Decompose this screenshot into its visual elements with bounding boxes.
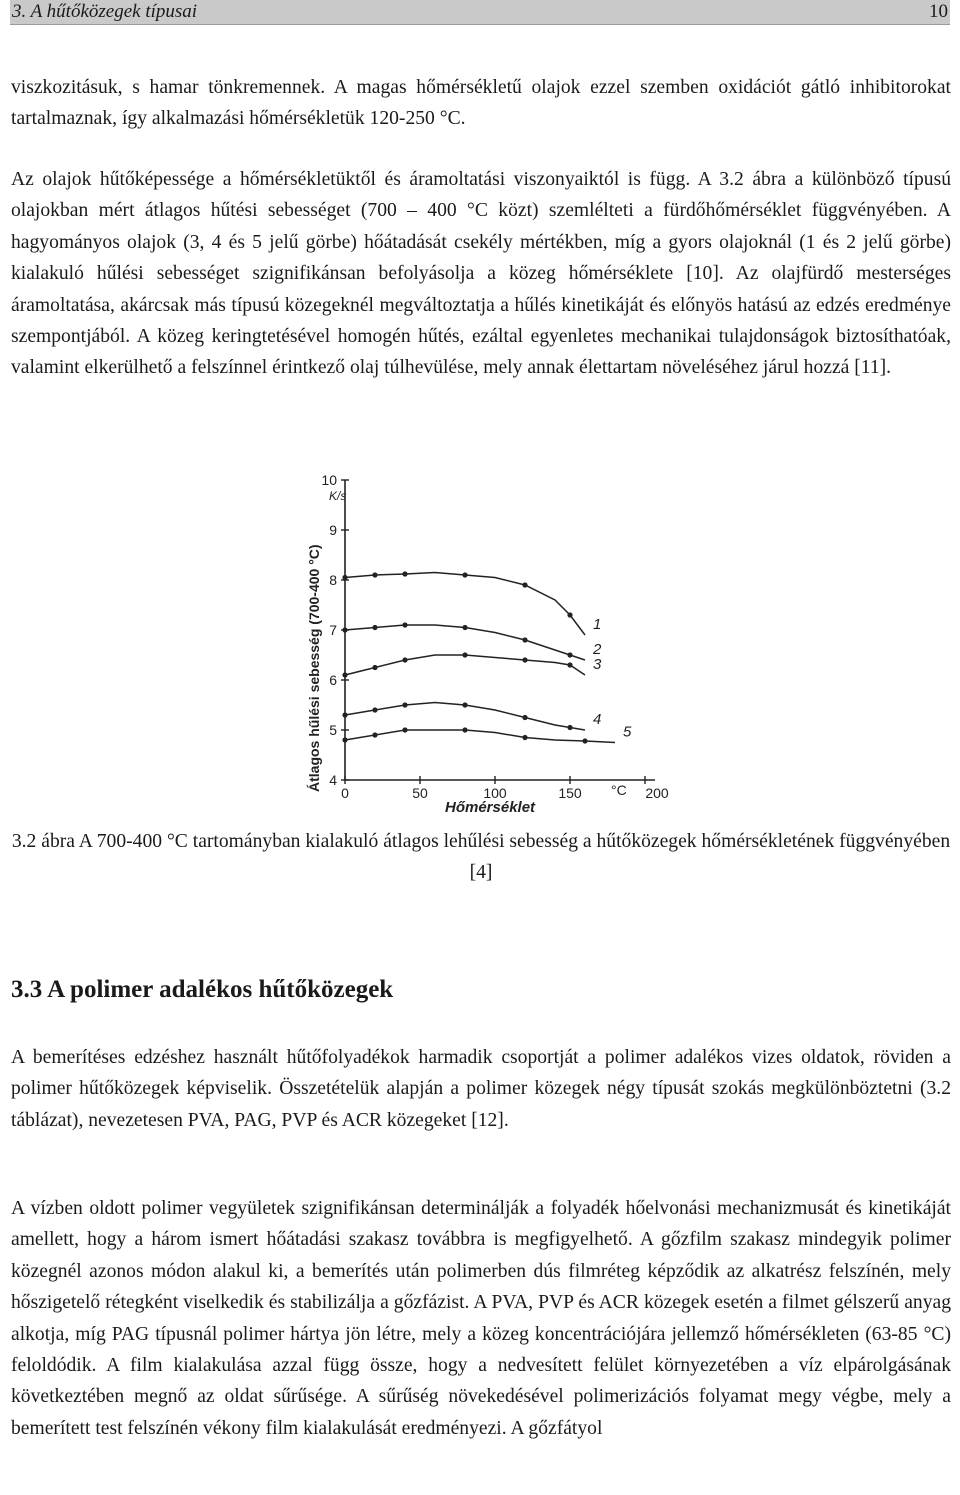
y-tick-label-5: 5 bbox=[329, 722, 337, 738]
series-1-point bbox=[462, 572, 467, 577]
x-tick-label-150: 150 bbox=[558, 785, 582, 801]
series-3-point bbox=[402, 657, 407, 662]
series-3-point bbox=[522, 657, 527, 662]
y-tick-label-8: 8 bbox=[329, 572, 337, 588]
y-unit-label: K/s bbox=[329, 489, 347, 503]
series-2-point bbox=[522, 637, 527, 642]
series-5-point bbox=[582, 738, 587, 743]
y-tick-label-7: 7 bbox=[329, 622, 337, 638]
series-1-label: 1 bbox=[593, 616, 602, 633]
series-3-point bbox=[342, 672, 347, 677]
header-title: 3. A hűtőközegek típusai bbox=[12, 1, 198, 22]
series-4-point bbox=[372, 707, 377, 712]
paragraph-2: Az olajok hűtőképessége a hőmérsékletüktől és áramoltatási viszonyaiktól is függ. A 3.2 ábra a különböző típusú olajokban mért átlagos hűtési sebességet (700 – 400 °C közt) szemlélteti a fürdőhőmérséklet függvényében. A hagyományos olajok (3, 4 és 5 jelű görbe) hőátadását csekély mértékben, míg a gyors olajoknál (1 és 2 jelű görbe) kialakuló hűlési sebességet szignifikánsan befolyásolja a közeg hőmérséklete [10]. Az olajfürdő mesterséges áramoltatása, akárcsak más típusú közegeknél megváltoztatja a hűlés kinetikáját és előnyös hatású az edzés eredménye szempontjából. A közeg keringtetésével homogén hűtés, ezáltal egyenletes mechanikai tulajdonságok biztosíthatóak, valamint elkerülhető a felszínnel érintkező olaj túlhevülése, mely annak élettartam növeléséhez járul hozzá [11]. bbox=[11, 169, 951, 379]
series-3-label: 3 bbox=[593, 656, 602, 673]
series-2-point bbox=[372, 625, 377, 630]
section-heading: 3.3 A polimer adalékos hűtőközegek bbox=[11, 976, 394, 1003]
series-1-point bbox=[342, 575, 347, 580]
y-tick-label-10: 10 bbox=[321, 472, 337, 488]
series-2-point bbox=[402, 622, 407, 627]
series-2-point bbox=[462, 625, 467, 630]
page-number: 10 bbox=[929, 1, 948, 22]
x-tick-label-0: 0 bbox=[341, 785, 349, 801]
series-4-point bbox=[342, 712, 347, 717]
series-5-point bbox=[372, 732, 377, 737]
series-5-point bbox=[462, 727, 467, 732]
series-3-point bbox=[567, 662, 572, 667]
y-tick-label-9: 9 bbox=[329, 522, 337, 538]
paragraph-4: A vízben oldott polimer vegyületek szignifikánsan determinálják a folyadék hőelvonási mechanizmusát és kinetikáját amellett, hogy a három ismert hőátadási szakasz továbbra is megfigyelhető. A gőzfilm szakasz mindegyik polimer közegnél azonos módon alakul ki, a bemerítés után polimerben dús filmréteg képződik az alkatrész felszínén, mely hőszigetelő rétegként viselkedik és stabilizálja a gőzfázist. A PVA, PVP és ACR közegek esetén a filmet gélszerű anyag alkotja, míg PAG típusnál polimer hártya jön létre, mely a közeg koncentrációjára jellemző hőmérsékleten (63-85 °C) feloldódik. A film kialakulása azzal függ össze, hogy a nedvesített felület környezetében a víz elpárolgásának következtében megnő az oldat sűrűsége. A sűrűség növekedésével polimerizációs folyamat megy végbe, mely a bemerített test felszínén vékony film kialakulását eredményezi. A gőzfátyol bbox=[11, 1198, 951, 1439]
series-2-point bbox=[342, 627, 347, 632]
series-5-point bbox=[522, 735, 527, 740]
paragraph-1: viszkozitásuk, s hamar tönkremennek. A magas hőmérsékletű olajok ezzel szemben oxidációt gátló inhibitorokat tartalmaznak, így alkalmazási hőmérsékletük 120-250 °C. bbox=[11, 77, 951, 130]
x-tick-label-50: 50 bbox=[412, 785, 428, 801]
x-tick-label-100: 100 bbox=[483, 785, 507, 801]
series-3-point bbox=[372, 665, 377, 670]
series-1-point bbox=[372, 572, 377, 577]
series-2-label: 2 bbox=[593, 641, 602, 658]
x-unit-label: °C bbox=[611, 782, 627, 798]
x-tick-label-200: 200 bbox=[645, 785, 669, 801]
x-axis-label: Hőmérséklet bbox=[445, 799, 536, 816]
series-1-point bbox=[402, 571, 407, 576]
series-5-line bbox=[345, 730, 615, 743]
series-5-point bbox=[342, 737, 347, 742]
series-5-label: 5 bbox=[623, 723, 632, 741]
series-4-point bbox=[522, 715, 527, 720]
series-4-point bbox=[567, 725, 572, 730]
cooling-rate-chart bbox=[295, 462, 670, 822]
series-4-point bbox=[462, 702, 467, 707]
series-1-point bbox=[567, 612, 572, 617]
y-tick-label-6: 6 bbox=[329, 672, 337, 688]
chart-svg bbox=[295, 462, 670, 822]
series-2-point bbox=[567, 652, 572, 657]
series-4-label: 4 bbox=[593, 711, 602, 728]
series-1-point bbox=[522, 582, 527, 587]
series-5-point bbox=[402, 727, 407, 732]
figure-caption: 3.2 ábra A 700-400 °C tartományban kialakuló átlagos lehűlési sebesség a hűtőközegek hőmérsékletének függvényében [4] bbox=[11, 831, 951, 884]
y-axis-label: Átlagos hűlési sebesség (700-400 °C) bbox=[306, 544, 322, 792]
y-tick-label-4: 4 bbox=[329, 772, 337, 788]
paragraph-3: A bemerítéses edzéshez használt hűtőfolyadékok harmadik csoportját a polimer adalékos vizes oldatok, röviden a polimer hűtőközegek képviselik. Összetételük alapján a polimer közegek négy típusát szokás megkülönböztetni (3.2 táblázat), nevezetesen PVA, PAG, PVP és ACR közegeket [12]. bbox=[11, 1047, 951, 1131]
series-3-line bbox=[345, 655, 585, 675]
page-header bbox=[10, 0, 950, 25]
series-3-point bbox=[462, 652, 467, 657]
series-4-point bbox=[402, 702, 407, 707]
